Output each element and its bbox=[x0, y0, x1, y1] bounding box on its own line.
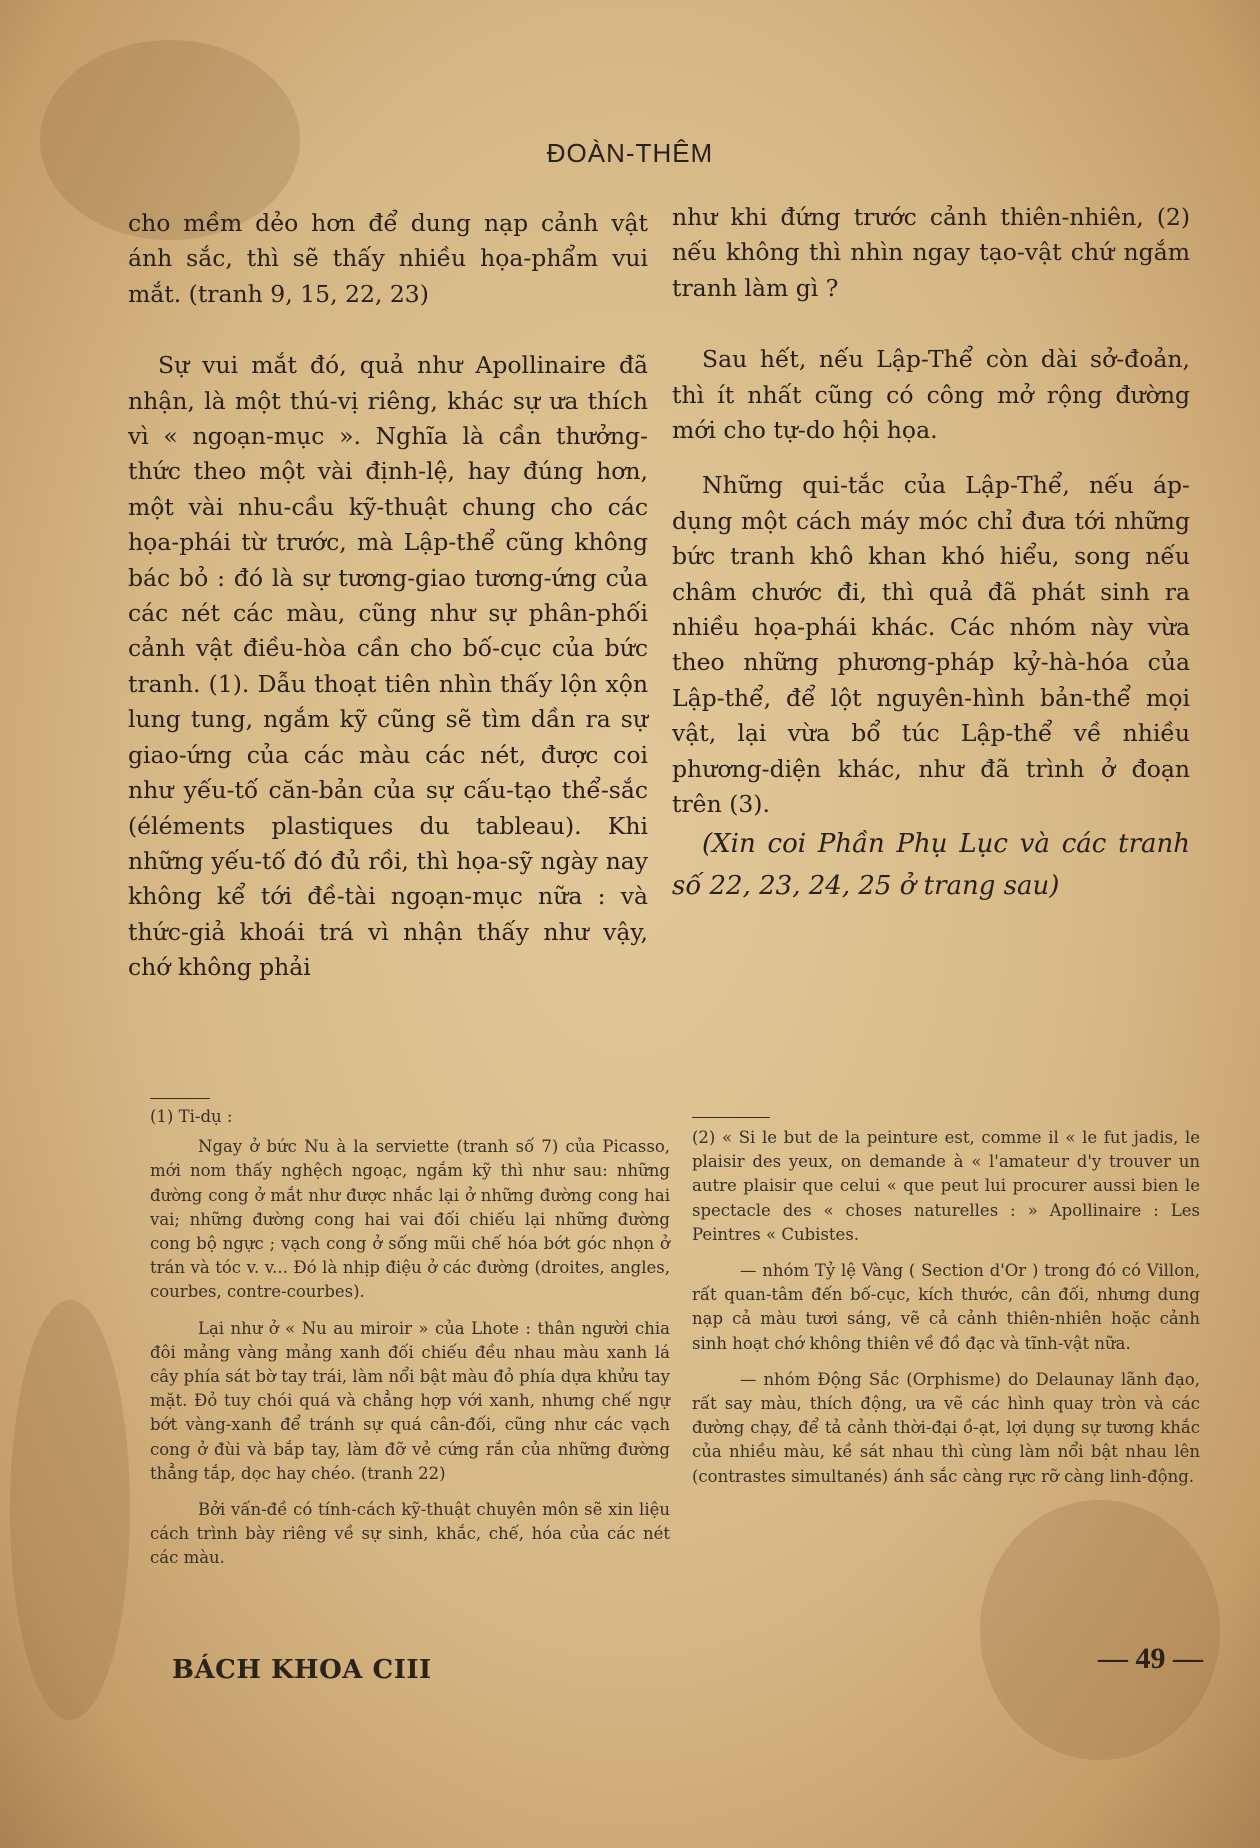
paragraph: như khi đứng trước cảnh thiên-nhiên, (2) nếu không thì nhìn ngay tạo-vật chứ ngắm tranh làm gì ? bbox=[672, 203, 1190, 302]
right-column bbox=[672, 200, 1190, 907]
footnote-paragraph: — nhóm Tỷ lệ Vàng ( Section d'Or ) trong đó có Villon, rất quan-tâm đến bố-cục, kích thước, cân đối, nhưng dung nạp cả màu tươi sáng, vẽ cả cảnh thiên-nhiên hoặc cảnh sinh hoạt chớ không thiên về đồ đạc và tĩnh-vật nữa. bbox=[692, 1261, 1200, 1353]
footnote-paragraph: Bởi vấn-đề có tính-cách kỹ-thuật chuyên môn sẽ xin liệu cách trình bày riêng về sự sinh, khắc, chế, hóa của các nét các màu. bbox=[150, 1500, 670, 1568]
paper-stain bbox=[980, 1500, 1220, 1760]
footnotes-left bbox=[150, 1105, 670, 1576]
appendix-reference: (Xin coi Phần Phụ Lục và các tranh số 22, 23, 24, 25 ở trang sau) bbox=[672, 828, 1190, 901]
footnote-paragraph: — nhóm Động Sắc (Orphisme) do Delaunay lãnh đạo, rất say màu, thích động, ưa vẽ các hình quay tròn và các đường chạy, để tả cảnh thời-đại ồ-ạt, lợi dụng sự tương khắc của nhiều màu, kề sát nhau thì cùng làm nổi bật nhau lên (contrastes simultanés) ánh sắc càng rực rỡ càng linh-động. bbox=[692, 1369, 1200, 1486]
paragraph: Sự vui mắt đó, quả như Apollinaire đã nhận, là một thú-vị riêng, khác sự ưa thích vì « ngoạn-mục ». Nghĩa là cần thưởng-thức theo một vài định-lệ, hay đúng hơn, một vài nhu-cầu kỹ-thuật chung cho các họa-phái từ trước, mà Lập-thể cũng không bác bỏ : đó là sự tương-giao tương-ứng của các nét các màu, cũng như sự phân-phối cảnh vật điều-hòa cần cho bố-cục của bức tranh. (1). Dẫu thoạt tiên nhìn thấy lộn xộn lung tung, ngắm kỹ cũng sẽ tìm dần ra sự giao-ứng của các màu các nét, được coi như yếu-tố căn-bản của sự cấu-tạo thể-sắc (éléments plastiques du tableau). Khi những yếu-tố đó đủ rồi, thì họa-sỹ ngày nay không kể tới đề-tài ngoạn-mục nữa : và thức-giả khoái trá vì nhận thấy như vậy, chớ không phải bbox=[128, 351, 648, 982]
page-number: — 49 — bbox=[1098, 1642, 1203, 1675]
paper-stain bbox=[10, 1300, 130, 1720]
footnote-divider bbox=[150, 1098, 210, 1099]
paragraph: Những qui-tắc của Lập-Thể, nếu áp-dụng một cách máy móc chỉ đưa tới những bức tranh khô khan khó hiểu, song nếu châm chước đi, thì quả đã phát sinh ra nhiều họa-phái khác. Các nhóm này vừa theo những phương-pháp kỷ-hà-hóa của Lập-thể, để lột nguyên-hình bản-thể mọi vật, lại vừa bổ túc Lập-thể về nhiều phương-diện khác, như đã trình ở đoạn trên (3). bbox=[672, 471, 1190, 819]
page-header: ĐOÀN-THÊM bbox=[546, 138, 714, 168]
footnote-paragraph: Lại như ở « Nu au miroir » của Lhote : thân người chia đôi mảng vàng mảng xanh đối chiếu đều nhau màu xanh lá cây phía sát bờ tay trái, làm nổi bật màu đỏ phía dựa khửu tay mặt. Đỏ tuy chói quá và chẳng hợp với xanh, nhưng chế ngự bớt vàng-xanh để tránh sự quá cân-đối, cũng như các vạch cong ở đùi và bắp tay, làm đỡ vẻ cứng rắn của những đường thẳng tắp, dọc hay chéo. (tranh 22) bbox=[150, 1318, 670, 1483]
left-column bbox=[128, 206, 648, 986]
footnote-quote: (2) « Si le but de la peinture est, comme il « le fut jadis, le plaisir des yeux, on demande à « l'amateur d'y trouver un autre plaisir que celui « que peut lui procurer aussi bien le spectacle des « choses naturelles : » Apollinaire : Les Peintres « Cubistes. bbox=[692, 1128, 1200, 1244]
journal-name: BÁCH KHOA CIII bbox=[172, 1655, 432, 1685]
footnote-label: (1) Ti-dụ : bbox=[150, 1107, 233, 1126]
footnotes-right bbox=[692, 1126, 1200, 1494]
footnote-divider bbox=[692, 1117, 770, 1118]
paragraph: Sau hết, nếu Lập-Thể còn dài sở-đoản, thì ít nhất cũng có công mở rộng đường mới cho tự-do hội họa. bbox=[672, 345, 1190, 445]
paragraph: cho mềm dẻo hơn để dung nạp cảnh vật ánh sắc, thì sẽ thấy nhiều họa-phẩm vui mắt. (tranh 9, 15, 22, 23) bbox=[128, 209, 648, 308]
footnote-paragraph: Ngay ở bức Nu à la serviette (tranh số 7) của Picasso, mới nom thấy nghệch ngoạc, ngắm kỹ thì như sau: những đường cong ở mắt như được nhắc lại ở những đường cong hai vai; những đường cong hai vai đối chiếu lại những đường cong bộ ngực ; vạch cong ở sống mũi chế hóa bớt góc nhọn ở trán và tóc v. v... Đó là nhịp điệu ở các đường (droites, angles, courbes, contre-courbes). bbox=[150, 1137, 670, 1302]
